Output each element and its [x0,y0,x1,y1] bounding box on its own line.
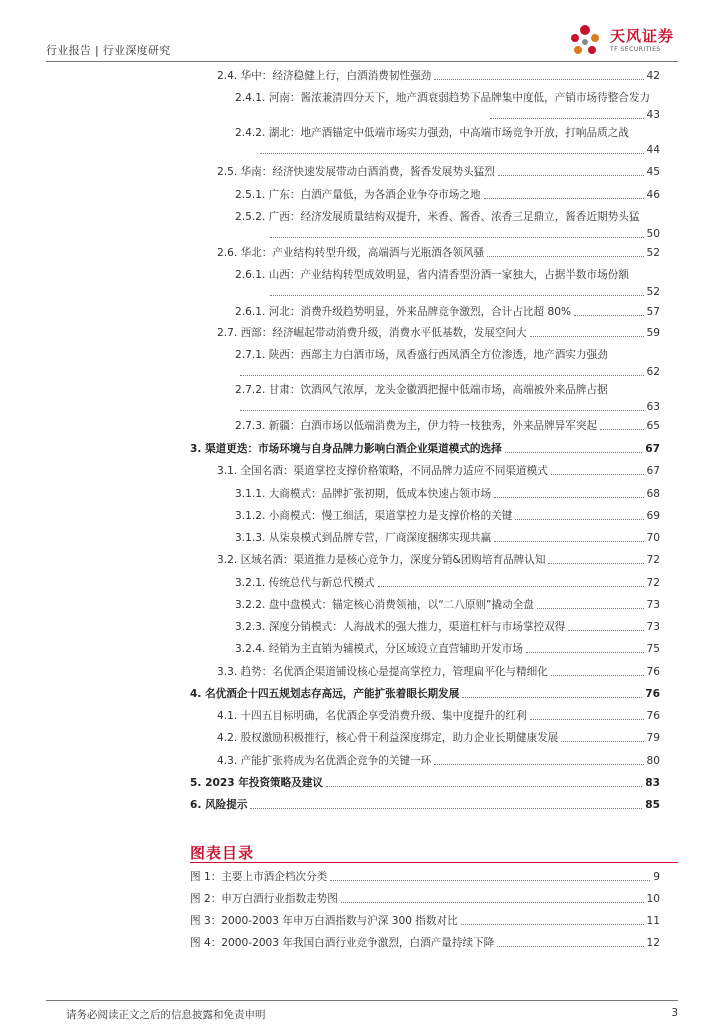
toc-entry-page: 76 [645,688,660,700]
toc-entry-title: 3.2.2. 盘中盘模式：锚定核心消费领袖，以“二八原则”撬动全盘 [235,599,534,611]
toc-entry-page: 85 [645,799,660,811]
toc-entry[interactable] [217,245,660,261]
toc-entry-title: 3.1. 全国名酒：渠道掌控支撑价格策略，不同品牌力适应不同渠道模式 [217,465,548,477]
toc-entry[interactable] [235,209,660,240]
toc-entry-page: 73 [646,621,660,633]
toc-entry-page: 43 [646,109,660,121]
toc-entry-title: 2.7. 西部：经济崛起带动消费升级，消费水平低基数，发展空间大 [217,327,527,339]
toc-entry-page: 83 [645,777,660,789]
toc-entry-title: 2.7.1. 陕西：西部主力白酒市场，凤香盛行西凤酒全方位渗透，地产酒实力强劲 [235,349,608,361]
toc-entry[interactable] [217,463,660,479]
header-divider [46,61,678,62]
toc-entry-page: 42 [646,70,660,82]
toc-entry-page: 75 [646,643,660,655]
page-number: 3 [671,1007,678,1019]
toc-entry[interactable] [235,530,660,546]
toc-entry[interactable] [235,267,660,298]
report-category-label: 行业报告 | 行业深度研究 [46,44,171,57]
toc-entry-page: 63 [646,401,660,413]
toc-entry[interactable] [235,347,660,378]
toc-entry-page: 62 [646,366,660,378]
toc-entry[interactable] [235,125,660,156]
footer-divider [46,1000,678,1001]
toc-entry[interactable] [235,304,660,320]
toc-entry-title: 4.3. 产能扩张将成为名优酒企竞争的关键一环 [217,755,432,767]
toc-entry-title: 3.2.1. 传统总代与新总代模式 [235,577,375,589]
toc-entry-title: 4. 名优酒企十四五规划志存高远，产能扩张着眼长期发展 [190,688,460,700]
toc-entry-title: 2.7.2. 甘肃：饮酒风气浓厚，龙头金徽酒把握中低端市场，高端被外来品牌占据 [235,384,608,396]
toc-entry-chapter[interactable] [190,775,660,791]
figure-entry-page: 9 [653,871,660,883]
figure-entry-title: 图 2：申万白酒行业指数走势图 [190,893,338,905]
toc-entry-title: 3.2. 区域名酒：渠道推力是核心竞争力，深度分销&团购培育品牌认知 [217,554,546,566]
figure-entry-page: 12 [646,937,660,949]
toc-entry-title: 3.1.2. 小商模式：慢工细活，渠道掌控力是支撑价格的关键 [235,510,513,522]
logo-icon [565,22,605,62]
figure-entry-title: 图 3：2000-2003 年申万白酒指数与沪深 300 指数对比 [190,915,458,927]
toc-entry-page: 67 [645,443,660,455]
toc-entry[interactable] [235,382,660,413]
toc-entry-page: 67 [646,465,660,477]
toc-entry-page: 57 [646,306,660,318]
toc-entry-title: 2.5. 华南：经济快速发展带动白酒消费，酱香发展势头猛烈 [217,166,495,178]
toc-entry[interactable] [235,619,660,635]
toc-entry-title: 2.6.1. 河北：消费升级趋势明显，外来品牌竞争激烈，合计占比超 80% [235,306,572,318]
toc-entry-page: 76 [646,710,660,722]
toc-entry-title: 2.5.2. 广西：经济发展质量结构双提升，米香、酱香、浓香三足鼎立，酱香近期势头猛 [235,211,640,223]
toc-entry-title: 2.4.2. 湖北：地产酒锚定中低端市场实力强劲，中高端市场竞争开放，打响品质之战 [235,127,629,139]
toc-entry-page: 44 [646,144,660,156]
figure-entry-title: 图 1：主要上市酒企档次分类 [190,871,328,883]
toc-entry[interactable] [217,325,660,341]
toc-entry[interactable] [217,664,660,680]
figure-entry-page: 11 [646,915,660,927]
toc-entry-page: 45 [646,166,660,178]
toc-entry-page: 79 [646,732,660,744]
toc-entry-chapter[interactable] [190,686,660,702]
toc-entry-title: 6. 风险提示 [190,799,248,811]
toc-entry-title: 3.2.3. 深度分销模式：人海战术的强大推力，渠道杠杆与市场掌控双得 [235,621,566,633]
toc-entry-page: 70 [646,532,660,544]
toc-entry-page: 69 [646,510,660,522]
toc-entry-title: 2.6.1. 山西：产业结构转型成效明显，省内清香型汾酒一家独大，占据半数市场份额 [235,269,629,281]
toc-entry-chapter[interactable] [190,441,660,457]
toc-entry[interactable] [217,730,660,746]
toc-entry-title: 3. 渠道更迭：市场环境与自身品牌力影响白酒企业渠道模式的选择 [190,443,502,455]
toc-entry-page: 73 [646,599,660,611]
logo-english-name: TF SECURITIES [610,46,661,53]
figure-entry[interactable] [190,913,660,929]
toc-entry-page: 76 [646,666,660,678]
figure-entry-title: 图 4：2000-2003 年我国白酒行业竞争激烈，白酒产量持续下降 [190,937,495,949]
toc-entry-page: 68 [646,488,660,500]
toc-entry[interactable] [235,418,660,434]
figure-list-divider [190,862,678,863]
toc-entry-page: 72 [646,577,660,589]
toc-entry-page: 52 [646,247,660,259]
toc-entry[interactable] [235,641,660,657]
figure-list-title: 图表目录 [190,844,255,862]
toc-entry[interactable] [235,597,660,613]
toc-entry[interactable] [217,164,660,180]
toc-entry-title: 2.4.1. 河南：酱浓兼清四分天下，地产酒衰弱趋势下品牌集中度低，产销市场待整合发力 [235,92,651,104]
footer-disclaimer: 请务必阅读正文之后的信息披露和免责申明 [66,1009,266,1021]
toc-entry[interactable] [235,575,660,591]
figure-entry-page: 10 [646,893,660,905]
toc-entry-page: 46 [646,189,660,201]
toc-entry-page: 65 [646,420,660,432]
toc-entry[interactable] [235,187,660,203]
toc-entry-title: 3.3. 趋势：名优酒企渠道铺设核心是提高掌控力，管理扁平化与精细化 [217,666,548,678]
toc-entry-title: 4.2. 股权激励积极推行，核心骨干利益深度绑定，助力企业长期健康发展 [217,732,559,744]
toc-entry-page: 80 [646,755,660,767]
toc-entry-title: 3.1.1. 大商模式：品牌扩张初期，低成本快速占领市场 [235,488,492,500]
toc-entry[interactable] [217,753,660,769]
toc-entry-title: 2.6. 华北：产业结构转型升级，高端酒与光瓶酒各领风骚 [217,247,485,259]
toc-entry-page: 50 [646,228,660,240]
toc-entry-title: 2.5.1. 广东：白酒产量低，为各酒企业争夺市场之地 [235,189,481,201]
toc-entry[interactable] [235,90,660,121]
toc-entry[interactable] [235,508,660,524]
toc-entry-title: 3.2.4. 经销为主直销为辅模式，分区域设立直营辅助开发市场 [235,643,523,655]
tf-securities-logo [565,22,680,62]
toc-entry[interactable] [217,68,660,84]
toc-entry-title: 2.7.3. 新疆：白酒市场以低端消费为主，伊力特一枝独秀，外来品牌异军突起 [235,420,598,432]
figure-entry[interactable] [190,891,660,907]
toc-entry-title: 4.1. 十四五目标明确，名优酒企享受消费升级、集中度提升的红利 [217,710,527,722]
logo-chinese-name: 天风证券 [610,27,675,45]
toc-entry-title: 5. 2023 年投资策略及建议 [190,777,324,789]
toc-entry-title: 3.1.3. 从柒泉模式到品牌专营，厂商深度捆绑实现共赢 [235,532,492,544]
toc-entry[interactable] [235,486,660,502]
toc-entry-page: 59 [646,327,660,339]
toc-entry[interactable] [217,552,660,568]
toc-entry[interactable] [217,708,660,724]
toc-entry-page: 72 [646,554,660,566]
toc-entry-chapter[interactable] [190,797,660,813]
figure-entry[interactable] [190,869,660,885]
figure-entry[interactable] [190,935,660,951]
toc-entry-page: 52 [646,286,660,298]
toc-entry-title: 2.4. 华中：经济稳健上行，白酒消费韧性强劲 [217,70,432,82]
